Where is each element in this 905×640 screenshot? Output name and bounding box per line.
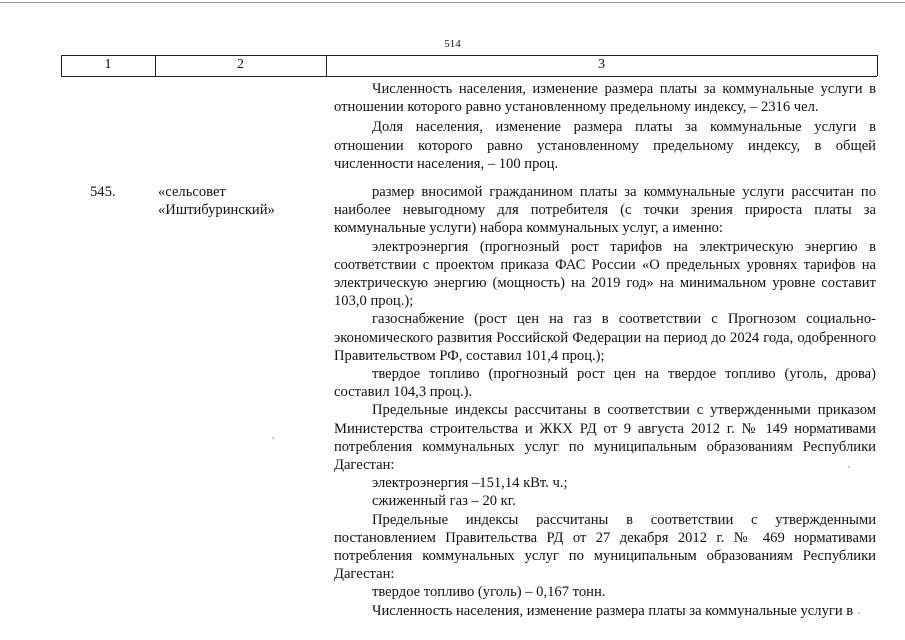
- paragraph: Доля населения, изменение размера платы за коммунальные услуги в отношении которого равно установленному предельному индексу, в общей численности населения, – 100 проц.: [334, 119, 876, 172]
- entry-name-line: «сельсовет: [158, 184, 226, 200]
- paragraph: твердое топливо (уголь) – 0,167 тонн.: [372, 584, 606, 601]
- scan-top-edge: [0, 2, 905, 3]
- header-bottom-rule: [61, 76, 877, 77]
- paragraph: Численность населения, изменение размера платы за коммунальные услуги в: [372, 602, 854, 619]
- entry-name-line: «Иштибуринский»: [158, 202, 275, 219]
- page-number: 514: [444, 38, 461, 50]
- header-divider: [877, 55, 878, 76]
- paragraph: твердое топливо (прогнозный рост цен на твердое топливо (уголь, дрова) составил 104,3 проц.).: [334, 366, 876, 401]
- paragraph: электроэнергия –151,14 кВт. ч.;: [372, 475, 568, 492]
- paragraph: Численность населения, изменение размера платы за коммунальные услуги в отношении которого равно установленному предельному индексу, – 2316 чел.: [334, 81, 876, 116]
- paragraph: газоснабжение (рост цен на газ в соответствии с Прогнозом социально-экономического развития Российской Федерации на период до 2024 года, одобренного Правительством РФ, составил 101,4 проц.);: [334, 311, 876, 364]
- paragraph: электроэнергия (прогнозный рост тарифов на электрическую энергию в соответствии с проектом приказа ФАС России «О предельных уровнях тарифов на электрическую энергию (мощность) на 2019 год» на минимальном уровне составит 103,0 проц.);: [334, 238, 876, 310]
- header-col-3: 3: [598, 57, 605, 72]
- scan-speck: [272, 437, 274, 439]
- entry-name: [158, 183, 328, 219]
- entry-number: 545.: [90, 184, 116, 200]
- header-top-rule: [61, 55, 877, 56]
- paragraph: сжиженный газ – 20 кг.: [372, 493, 516, 510]
- header-col-2: 2: [237, 57, 244, 72]
- paragraph: размер вносимой гражданином платы за коммунальные услуги рассчитан по наиболее невыгодному для потребителя (с точки зрения прироста платы за коммунальные услуги) набора коммунальных услуг, а именно:: [334, 184, 876, 237]
- scan-speck: [848, 466, 850, 468]
- paragraph: Предельные индексы рассчитаны в соответствии с утвержденными постановлением Правительства РД от 27 декабря 2012 г. № 469 нормативами потребления коммунальных услуг по муниципальным образованиям Республики Дагестан:: [334, 511, 876, 583]
- entry-text: [334, 183, 876, 620]
- scan-speck: [858, 612, 860, 614]
- header-col-1: 1: [104, 57, 112, 72]
- paragraph: Предельные индексы рассчитаны в соответствии с утвержденными приказом Министерства строительства и ЖКХ РД от 9 августа 2012 г. № 149 нормативами потребления коммунальных услуг по муниципальным образованиям Республики Дагестан:: [334, 402, 876, 474]
- previous-entry-text: [334, 80, 876, 173]
